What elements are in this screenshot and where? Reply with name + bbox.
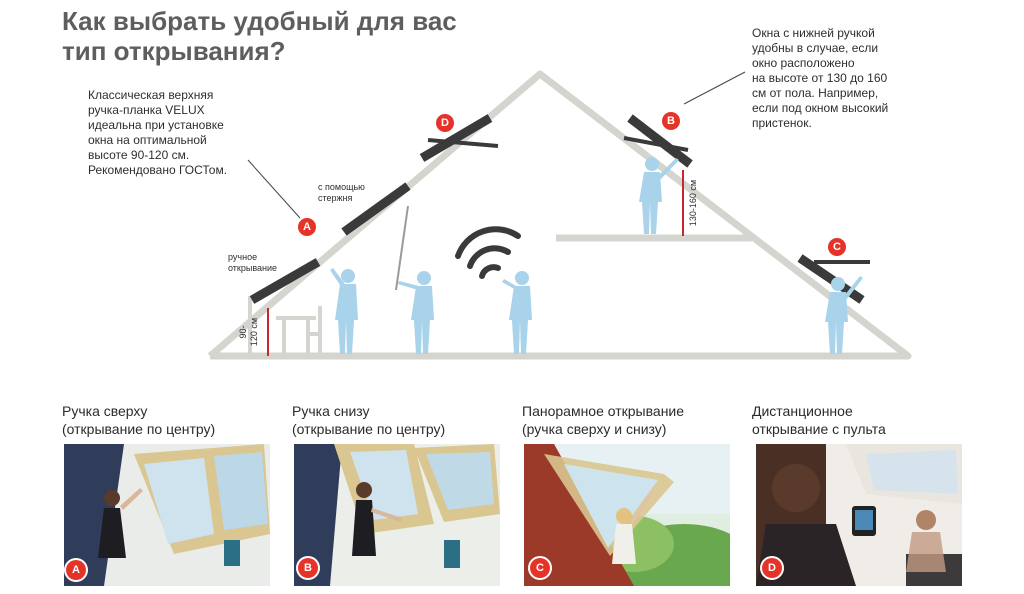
window-d [422, 118, 498, 158]
note-a-line: Классическая верхняя [88, 88, 214, 102]
label-rod-opening [318, 182, 365, 204]
label-manual-opening [228, 252, 277, 274]
note-b-line: пристенок. [752, 116, 812, 130]
photo-badge-a: A [66, 560, 86, 580]
height-low-line: 120 см [249, 317, 259, 347]
note-b-line: Окна с нижней ручкой [752, 26, 875, 40]
note-a-line: окна на оптимальной [88, 133, 207, 147]
label-rod-line: с помощью [318, 182, 365, 192]
height-label-high: 130-160 см [688, 179, 698, 227]
photo-badge-d: D [762, 558, 782, 578]
caption-subtitle: (ручка сверху и снизу) [522, 421, 667, 437]
caption-subtitle: (открывание по центру) [292, 421, 446, 437]
caption-panoramic [522, 402, 684, 438]
height-label-low [238, 308, 260, 356]
photo-top-handle [64, 444, 270, 586]
note-bottom-handle [752, 26, 912, 131]
caption-top-handle [62, 402, 215, 438]
badge-c: C [828, 238, 846, 256]
photo-remote [756, 444, 962, 586]
note-a-line: Рекомендовано ГОСТом. [88, 163, 228, 177]
person-3 [502, 271, 532, 354]
photo-panoramic [524, 444, 730, 586]
note-b-line: окно расположено [752, 56, 855, 70]
photo-badge-b: B [298, 558, 318, 578]
note-b-line: на высоте от 130 до 160 [752, 71, 888, 85]
badge-a: A [298, 218, 316, 236]
caption-subtitle: (открывание по центру) [62, 421, 216, 437]
window-b [624, 118, 690, 164]
note-top-handle [88, 88, 248, 178]
table-chair [276, 306, 322, 356]
pointer-a [248, 160, 300, 218]
label-rod-line: стержня [318, 193, 353, 203]
caption-title: Дистанционное [752, 403, 853, 419]
wifi-icon [458, 229, 518, 276]
rod [396, 206, 408, 290]
label-manual-line: ручное [228, 252, 258, 262]
caption-subtitle: открывание с пульта [752, 421, 886, 437]
photo-badge-c: C [530, 558, 550, 578]
caption-title: Ручка снизу [292, 403, 370, 419]
height-low-line: 90- [238, 325, 248, 339]
caption-remote [752, 402, 886, 438]
person-2 [398, 271, 434, 354]
note-a-line: ручка-планка VELUX [88, 103, 205, 117]
caption-title: Ручка сверху [62, 403, 148, 419]
badge-b: B [662, 112, 680, 130]
note-b-line: удобны в случае, если [752, 41, 879, 55]
note-a-line: высоте 90-120 см. [88, 148, 190, 162]
title-line-1: Как выбрать удобный для вас [62, 6, 457, 36]
note-a-line: идеальна при установке [88, 118, 224, 132]
title-line-2: тип открывания? [62, 36, 286, 66]
badge-d: D [436, 114, 454, 132]
caption-title: Панорамное открывание [522, 403, 685, 419]
photo-bottom-handle [294, 444, 500, 586]
person-1 [330, 268, 358, 354]
note-b-line: если под окном высокий [752, 101, 889, 115]
note-b-line: см от пола. Например, [752, 86, 879, 100]
label-manual-line: открывание [228, 263, 278, 273]
caption-bottom-handle [292, 402, 445, 438]
pointer-b [684, 72, 745, 104]
